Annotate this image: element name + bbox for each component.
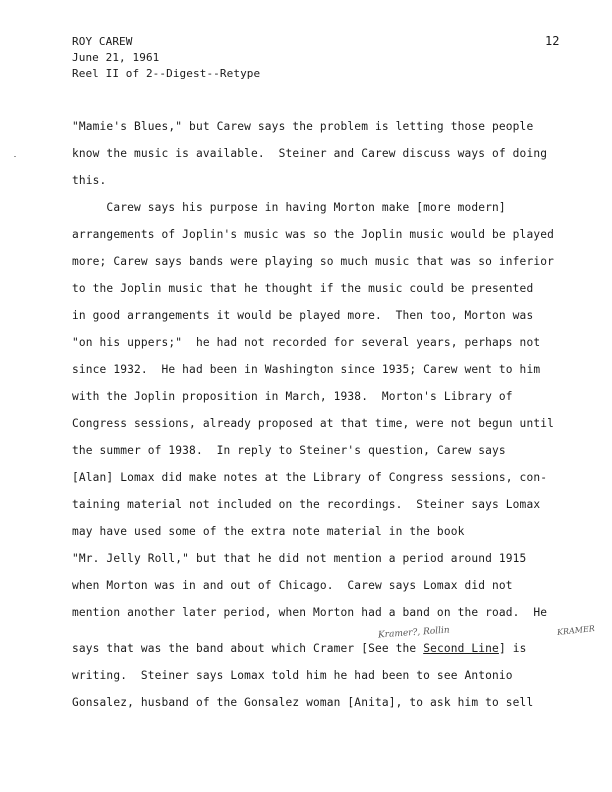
body-line: "Mr. Jelly Roll," but that he did not mention a period around 1915 (72, 552, 527, 565)
page-number: 12 (545, 34, 560, 48)
body-line: the summer of 1938. In reply to Steiner's question, Carew says (72, 444, 506, 457)
body-line: writing. Steiner says Lomax told him he had been to see Antonio (72, 669, 513, 682)
header-name: ROY CAREW (72, 35, 133, 48)
text-run: [See the (354, 642, 424, 655)
body-line: know the music is available. Steiner and Carew discuss ways of doing (72, 147, 548, 160)
body-line: with the Joplin proposition in March, 1938. Morton's Library of (72, 390, 513, 403)
body-line: arrangements of Joplin's music was so the Joplin music would be played (72, 228, 554, 241)
handwritten-note: KRAMER (556, 624, 596, 637)
body-line: Gonsalez, husband of the Gonsalez woman [Anita], to ask him to sell (72, 696, 534, 709)
body-line: to the Joplin music that he thought if the music could be presented (72, 282, 534, 295)
body-line: mention another later period, when Morton had a band on the road. He (72, 606, 548, 619)
body-line: more; Carew says bands were playing so much music that was so inferior (72, 255, 554, 268)
body-line (72, 642, 526, 655)
body-line: "on his uppers;" he had not recorded for several years, perhaps not (72, 336, 541, 349)
header-date: June 21, 1961 (72, 51, 160, 64)
body-line: [Alan] Lomax did make notes at the Library of Congress sessions, con- (72, 471, 548, 484)
body-line: Carew says his purpose in having Morton make [more modern] (72, 201, 506, 214)
body-line: when Morton was in and out of Chicago. Carew says Lomax did not (72, 579, 513, 592)
body-line: taining material not included on the recordings. Steiner says Lomax (72, 498, 541, 511)
body-line: in good arrangements it would be played more. Then too, Morton was (72, 309, 534, 322)
text-run: says that was the band about which (72, 642, 313, 655)
body-line: "Mamie's Blues," but Carew says the problem is letting those people (72, 120, 534, 133)
body-line: this. (72, 174, 107, 187)
cramer-word: Cramer (313, 642, 355, 655)
text-run: ] is (498, 642, 527, 655)
scan-speck (14, 156, 16, 157)
body-line: Congress sessions, already proposed at that time, were not begun until (72, 417, 554, 430)
body-line: may have used some of the extra note material in the book (72, 525, 465, 538)
body-line: since 1932. He had been in Washington since 1935; Carew went to him (72, 363, 541, 376)
header-reel: Reel II of 2--Digest--Retype (72, 67, 261, 80)
handwritten-note: Kramer?, Rollin (377, 625, 450, 641)
second-line-title: Second Line (423, 642, 499, 655)
